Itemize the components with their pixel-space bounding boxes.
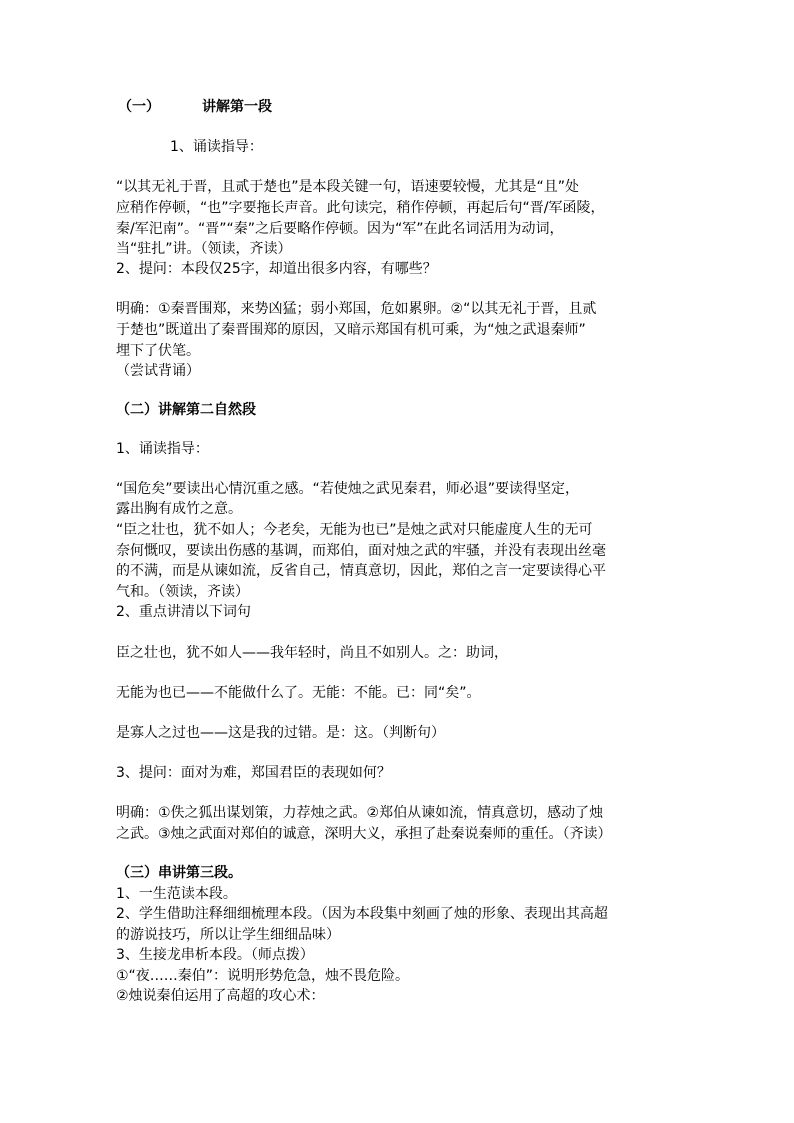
paragraph-line: 应稍作停顿，“也”字要拖长声音。此句读完，稍作停顿，再起后句“晋/军函陵， <box>116 200 605 216</box>
paragraph-line: 明确：①秦晋围郑，来势凶猛；弱小郑国，危如累卵。②“以其无礼于晋，且贰 <box>116 301 597 317</box>
paragraph-line: 奈何慨叹，要读出伤感的基调，而郑伯，面对烛之武的牢骚，并没有表现出丝毫 <box>116 543 606 559</box>
paragraph-line: “国危矣”要读出心情沉重之感。“若使烛之武见秦君，师必退”要读得坚定， <box>116 481 580 497</box>
paragraph-line: 3、提问：面对为难，郑国君臣的表现如何？ <box>116 765 391 781</box>
paragraph-line: 无能为也已——不能做什么了。无能：不能。已：同“矣”。 <box>116 685 481 701</box>
paragraph-line: 2、重点讲清以下词句 <box>116 604 251 620</box>
section-1-title: 讲解第一段 <box>202 99 272 115</box>
paragraph-line: （尝试背诵） <box>116 363 200 379</box>
paragraph-line: 明确：①佚之狐出谋划策，力荐烛之武。②郑伯从谏如流，情真意切，感动了烛 <box>116 805 604 821</box>
paragraph-line: 1、诵读指导： <box>170 139 263 155</box>
paragraph-line: 2、学生借助注释细细梳理本段。（因为本段集中刻画了烛的形象、表现出其高超 <box>116 906 608 922</box>
paragraph-line: 气和。（领读，齐读） <box>116 584 249 600</box>
paragraph-line: “以其无礼于晋，且贰于楚也”是本段关键一句，语速要较慢，尤其是“且”处 <box>116 179 580 195</box>
paragraph-line: 秦/军汜南”。“晋”“秦”之后要略作停顿。因为“军”在此名词活用为动词， <box>116 221 564 237</box>
paragraph-line: 的不满，而是从谏如流，反省自己，情真意切，因此，郑伯之言一定要读得心平 <box>116 563 606 579</box>
paragraph-line: 于楚也”既道出了秦晋围郑的原因，又暗示郑国有机可乘，为“烛之武退秦师” <box>116 322 586 338</box>
paragraph-line: 之武。③烛之武面对郑伯的诚意，深明大义，承担了赴秦说秦师的重任。（齐读） <box>116 826 612 842</box>
paragraph-line: 1、一生范读本段。 <box>116 886 237 902</box>
paragraph-line: 露出胸有成竹之意。 <box>116 501 242 517</box>
paragraph-line: 2、提问：本段仅25字，却道出很多内容，有哪些？ <box>116 261 437 277</box>
section-1-label: （一） <box>118 99 160 115</box>
section-2-heading: （二）讲解第二自然段 <box>116 402 256 418</box>
paragraph-line: 的游说技巧，所以让学生细细品味） <box>116 927 340 943</box>
paragraph-line: “臣之壮也，犹不如人；今老矣，无能为也已”是烛之武对只能虚度人生的无可 <box>116 522 593 538</box>
section-1-heading <box>118 98 272 117</box>
paragraph-line: 臣之壮也，犹不如人——我年轻时，尚且不如别人。之：助词， <box>116 645 508 661</box>
paragraph-line: ②烛说秦伯运用了高超的攻心术： <box>116 988 325 1004</box>
paragraph-line: 埋下了伏笔。 <box>116 343 200 359</box>
paragraph-line: 当“驻扎”讲。（领读，齐读） <box>116 241 292 257</box>
section-3-heading: （三）串讲第三段。 <box>116 865 242 881</box>
paragraph-line: ①“夜……秦伯”：说明形势危急，烛不畏危险。 <box>116 968 410 984</box>
paragraph-line: 3、生接龙串析本段。（师点拨） <box>116 947 314 963</box>
paragraph-line: 是寡人之过也——这是我的过错。是：这。（判断句） <box>116 725 445 741</box>
paragraph-line: 1、诵读指导： <box>116 441 209 457</box>
